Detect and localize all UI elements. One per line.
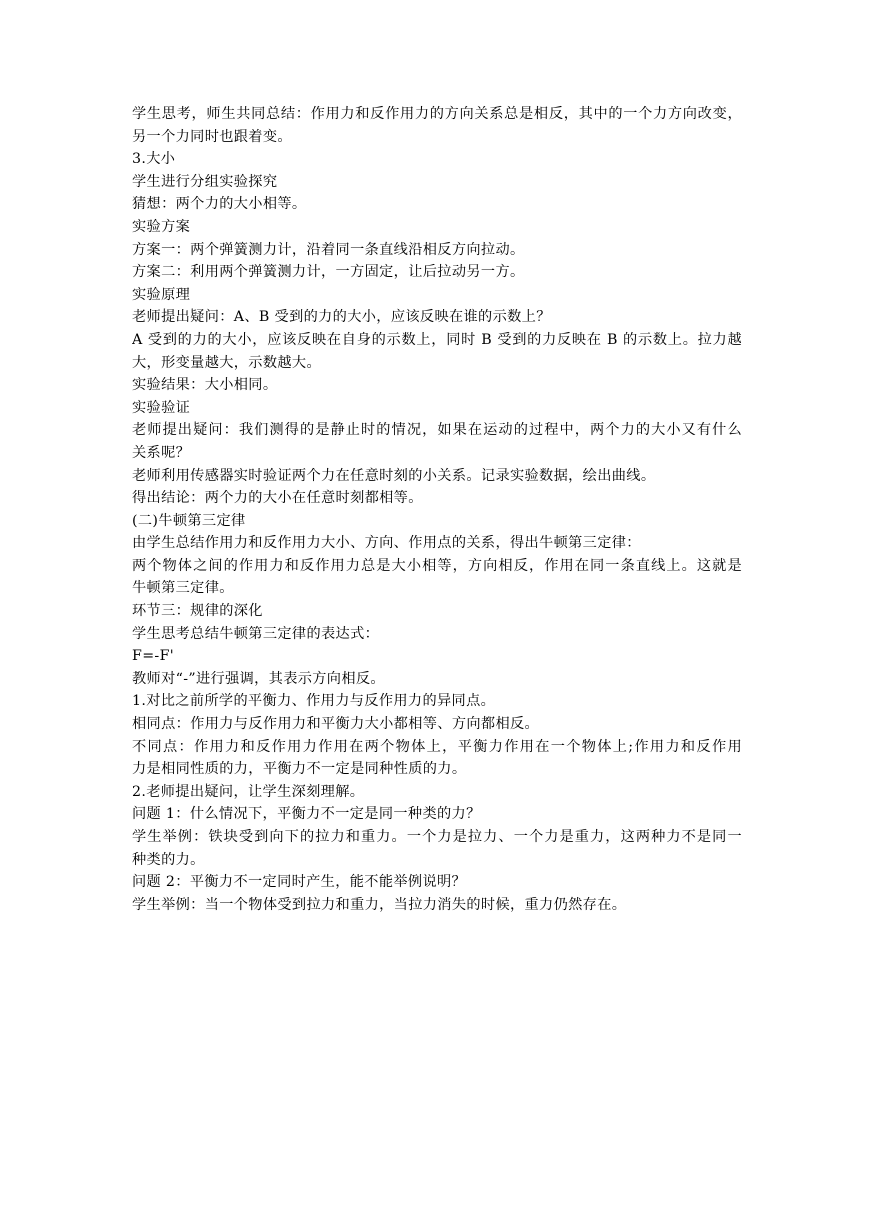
text-line: 1.对比之前所学的平衡力、作用力与反作用力的异同点。 (132, 693, 496, 710)
text-line: 种类的力。 (132, 851, 205, 868)
text-line: 问题 1：什么情况下，平衡力不一定是同一种类的力？ (132, 806, 481, 823)
text-line: 环节三：规律的深化 (132, 603, 263, 620)
text-line: 大，形变量越大，示数越大。 (132, 354, 321, 371)
text-line: F=-F' (132, 648, 175, 665)
document-page (132, 103, 742, 916)
text-line: 学生思考总结牛顿第三定律的表达式： (132, 625, 380, 642)
text-line: A 受到的力的大小，应该反映在自身的示数上，同时 B 受到的力反映在 B 的示数上。拉力越 (132, 331, 742, 348)
text-line: 3.大小 (132, 151, 176, 168)
text-line: 不同点：作用力和反作用力作用在两个物体上，平衡力作用在一个物体上;作用力和反作用 (132, 738, 742, 755)
text-line: 老师利用传感器实时验证两个力在任意时刻的小关系。记录实验数据，绘出曲线。 (132, 467, 656, 484)
text-line: 力是相同性质的力，平衡力不一定是同种性质的力。 (132, 761, 467, 778)
text-line: 老师提出疑问：我们测得的是静止时的情况，如果在运动的过程中，两个力的大小又有什么 (132, 422, 742, 439)
text-line: 实验结果：大小相同。 (132, 377, 278, 394)
text-line: 实验验证 (132, 399, 191, 416)
text-line: 牛顿第三定律。 (132, 580, 234, 597)
text-line: 老师提出疑问：A、B 受到的力的大小，应该反映在谁的示数上？ (132, 309, 551, 326)
text-line: 得出结论：两个力的大小在任意时刻都相等。 (132, 490, 423, 507)
text-line: 两个物体之间的作用力和反作用力总是大小相等，方向相反，作用在同一条直线上。这就是 (132, 557, 742, 574)
text-line: 猜想：两个力的大小相等。 (132, 196, 307, 213)
text-line: (二)牛顿第三定律 (132, 512, 246, 529)
text-line: 问题 2：平衡力不一定同时产生，能不能举例说明？ (132, 874, 467, 891)
text-line: 实验方案 (132, 218, 191, 235)
text-line: 学生举例：当一个物体受到拉力和重力，当拉力消失的时候，重力仍然存在。 (132, 896, 627, 913)
text-line: 2.老师提出疑问，让学生深刻理解。 (132, 783, 365, 800)
text-line: 教师对“-”进行强调，其表示方向相反。 (132, 670, 385, 687)
text-line: 方案二：利用两个弹簧测力计，一方固定，让后拉动另一方。 (132, 264, 525, 281)
text-line: 方案一：两个弹簧测力计，沿着同一条直线沿相反方向拉动。 (132, 241, 525, 258)
text-line: 实验原理 (132, 286, 191, 303)
text-line: 关系呢？ (132, 444, 191, 461)
text-line: 学生进行分组实验探究 (132, 173, 278, 190)
text-line: 由学生总结作用力和反作用力大小、方向、作用点的关系，得出牛顿第三定律： (132, 535, 641, 552)
text-line: 相同点：作用力与反作用力和平衡力大小都相等、方向都相反。 (132, 716, 540, 733)
text-line: 另一个力同时也跟着变。 (132, 128, 292, 145)
text-line: 学生思考，师生共同总结：作用力和反作用力的方向关系总是相反，其中的一个力方向改变， (132, 106, 742, 122)
text-line: 学生举例：铁块受到向下的拉力和重力。一个力是拉力、一个力是重力，这两种力不是同一 (132, 829, 742, 845)
